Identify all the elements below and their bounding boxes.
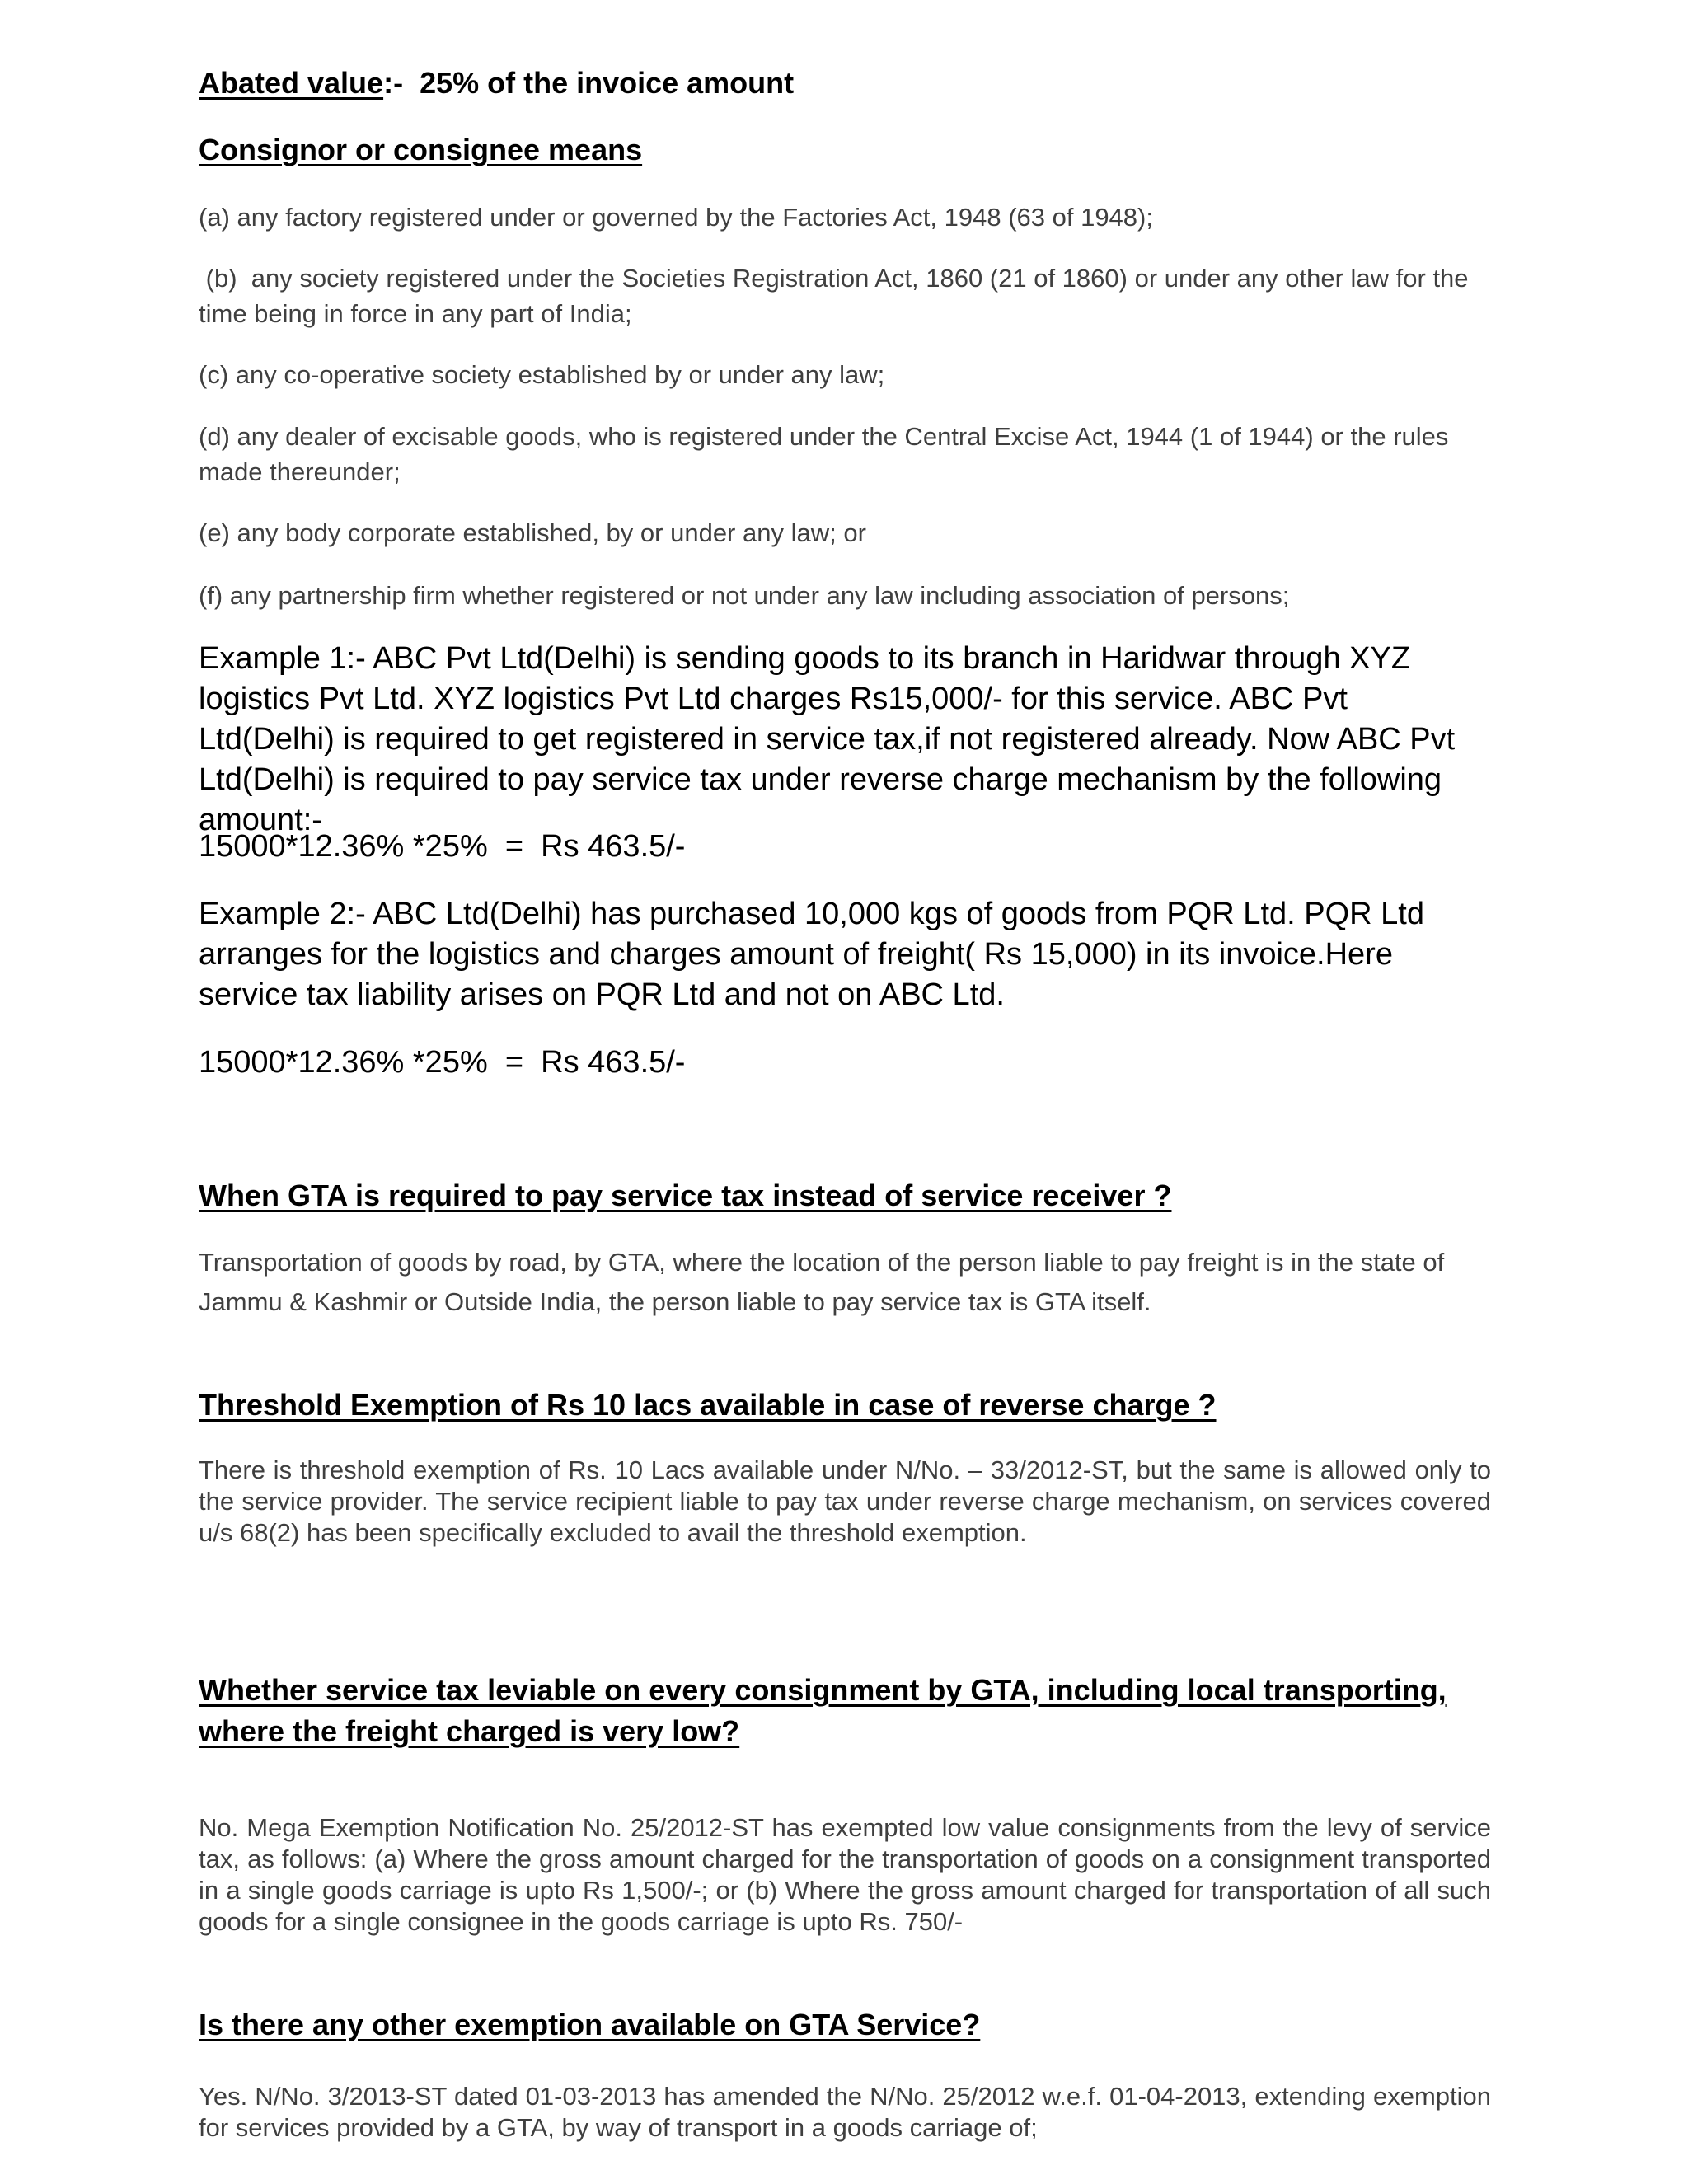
threshold-body: There is threshold exemption of Rs. 10 Lacs available under N/No. – 33/2012-ST, but the same is allowed only to the service provider. The service recipient liable to pay tax under reverse charge mechanism, on services covered u/s 68(2) has been specifically excluded to avail the threshold exemption. [199,1455,1491,1547]
example-1-calculation: 15000*12.36% *25% = Rs 463.5/- [199,829,686,864]
gta-heading: When GTA is required to pay service tax instead of service receiver ? [199,1179,1172,1212]
abated-value-line [199,63,1491,104]
whether-body: No. Mega Exemption Notification No. 25/2012-ST has exempted low value consignments from the levy of service tax, as follows: (a) Where the gross amount charged for the transportation of goods on a consignment transported in a single goods carriage is upto Rs 1,500/-; or (b) Where the gross amount charged for transportation of all such goods for a single consignee in the goods carriage is upto Rs. 750/- [199,1813,1491,1936]
example-2-calculation: 15000*12.36% *25% = Rs 463.5/- [199,1045,686,1080]
consignor-item-a: (a) any factory registered under or governed by the Factories Act, 1948 (63 of 1948); [199,203,1153,232]
consignor-item-e: (e) any body corporate established, by or under any law; or [199,518,866,547]
threshold-heading: Threshold Exemption of Rs 10 lacs available in case of reverse charge ? [199,1388,1217,1422]
consignor-item-c: (c) any co-operative society established by or under any law; [199,360,885,389]
consignor-item-f: (f) any partnership firm whether registered or not under any law including association of persons; [199,581,1290,610]
consignor-item-d: (d) any dealer of excisable goods, who is registered under the Central Excise Act, 1944 (1 of 1944) or the rules made thereunder; [199,422,1449,486]
example-2-text: Example 2:- ABC Ltd(Delhi) has purchased 10,000 kgs of goods from PQR Ltd. PQR Ltd arranges for the logistics and charges amount of freight( Rs 15,000) in its invoice.Here service tax liability arises on PQR Ltd and not on ABC Ltd. [199,897,1424,1012]
consignor-heading: Consignor or consignee means [199,133,643,166]
other-exemption-heading: Is there any other exemption available on GTA Service? [199,2008,981,2041]
consignor-item-b: (b) any society registered under the Societies Registration Act, 1860 (21 of 1860) or under any other law for the time being in force in any part of India; [199,264,1476,328]
other-exemption-body: Yes. N/No. 3/2013-ST dated 01-03-2013 has amended the N/No. 25/2012 w.e.f. 01-04-2013, extending exemption for services provided by a GTA, by way of transport in a goods carriage of; [199,2082,1491,2142]
abated-value-label: Abated value [199,66,384,100]
abated-value-separator: :- [383,66,420,100]
gta-body: Transportation of goods by road, by GTA, where the location of the person liable to pay freight is in the state of Jammu & Kashmir or Outside India, the person liable to pay service tax is GTA itself. [199,1248,1445,1316]
example-1-text: Example 1:- ABC Pvt Ltd(Delhi) is sending goods to its branch in Haridwar through XYZ logistics Pvt Ltd. XYZ logistics Pvt Ltd charges Rs15,000/- for this service. ABC Pvt Ltd(Delhi) is required to get registered in service tax,if not registered already. Now ABC Pvt Ltd(Delhi) is required to pay service tax under reverse charge mechanism by the following amount:- [199,641,1456,837]
abated-value-text: 25% of the invoice amount [420,66,795,100]
whether-heading: Whether service tax leviable on every consignment by GTA, including local transporting, where the freight charged is very low? [199,1673,1447,1748]
